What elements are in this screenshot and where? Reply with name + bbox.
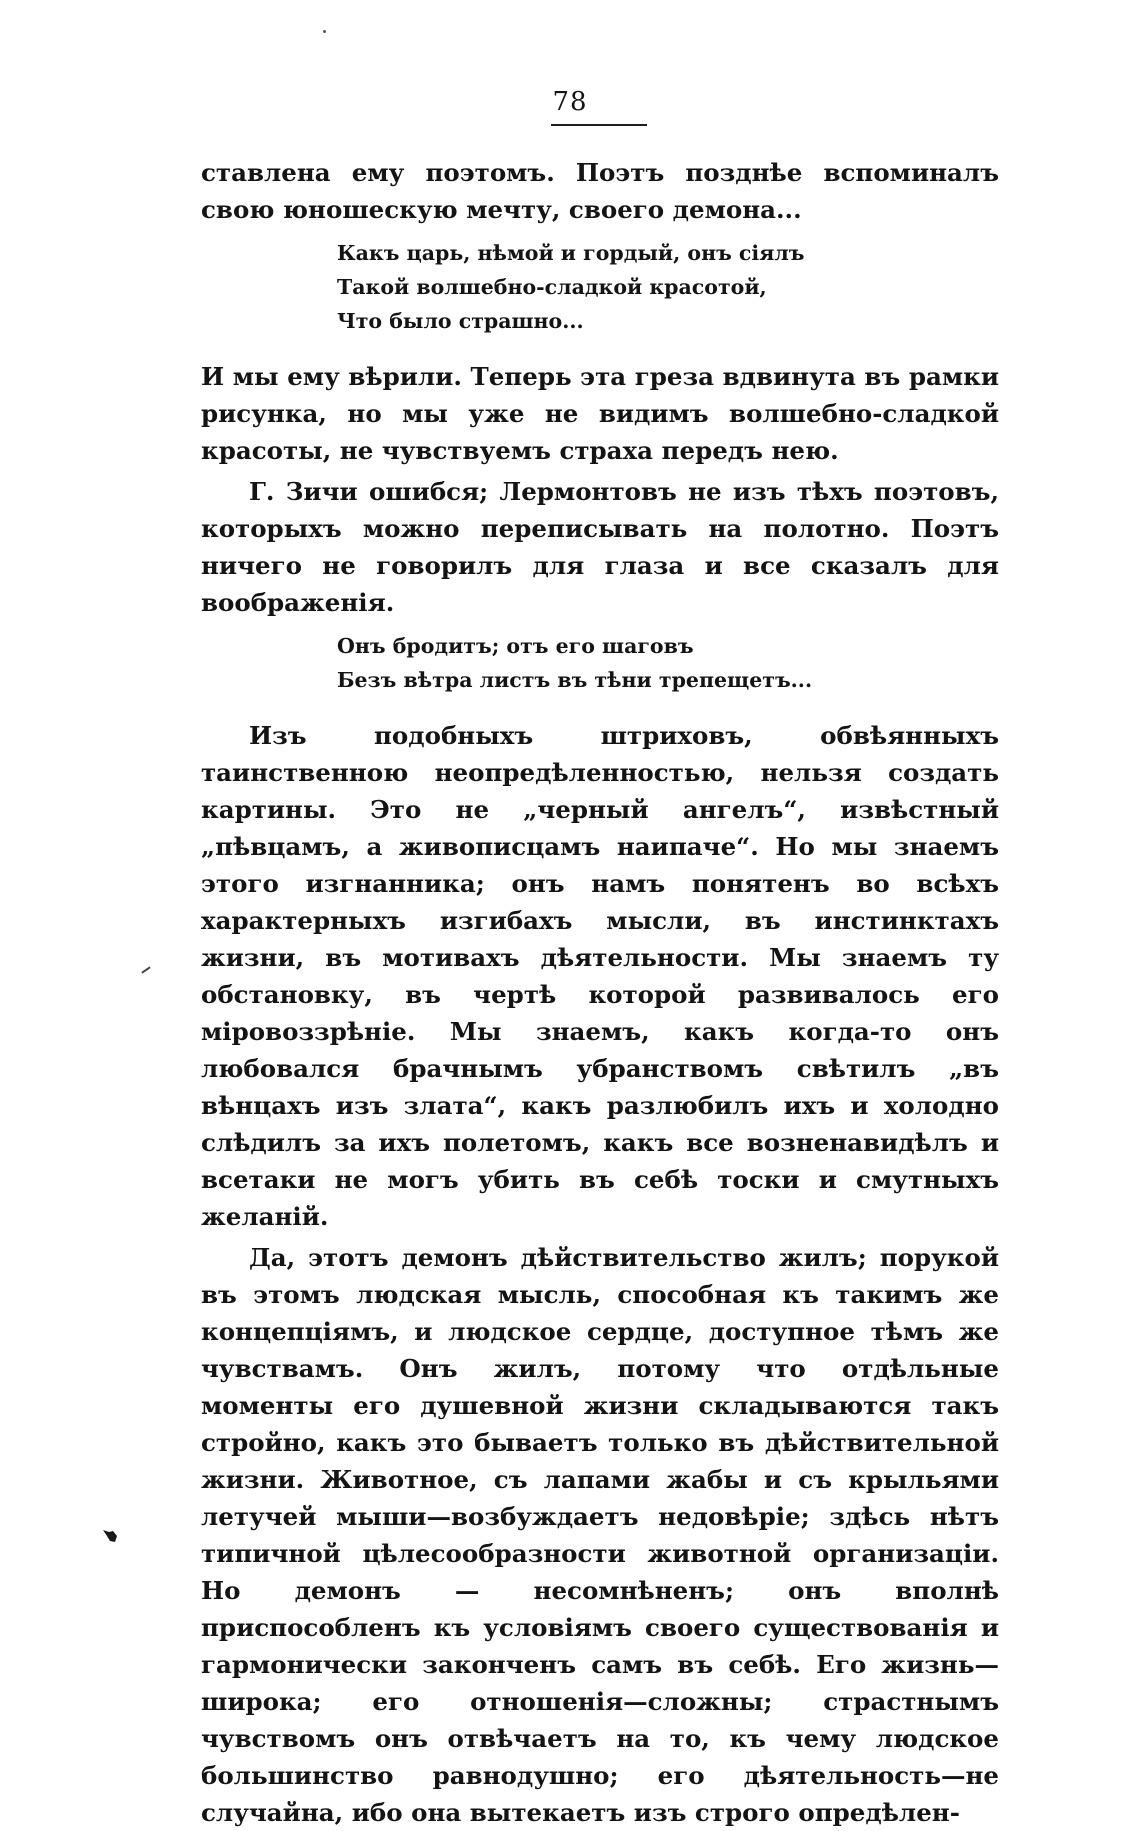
paragraph-4: Изъ подобныхъ штриховъ, обвѣянныхъ таинственною неопредѣленностью, нельзя создать картины. Это не „черный ангелъ“, извѣстный „пѣвцамъ, а живописцамъ наипаче“. Но мы знаемъ этого изгнанника; онъ намъ понятенъ во всѣхъ характерныхъ изгибахъ мысли, въ инстинктахъ жизни, въ мотивахъ дѣятельности. Мы знаемъ ту обстановку, въ чертѣ которой развивалось его міровоззрѣніе. Мы знаемъ, какъ когда-то онъ любовался брачнымъ убранствомъ свѣтилъ „въ вѣнцахъ изъ злата“, какъ разлюбилъ ихъ и холодно слѣдилъ за ихъ полетомъ, какъ все возненавидѣлъ и всетаки не могъ убить въ себѣ тоски и смутныхъ желаній. [201, 721, 999, 1231]
scan-speck [323, 30, 326, 33]
verse-line: Онъ бродитъ; отъ его шаговъ [337, 634, 694, 658]
margin-mark [141, 966, 150, 973]
paragraph-1: ставлена ему поэтомъ. Поэтъ позднѣе вспоминалъ свою юношескую мечту, своего демона... [201, 158, 999, 224]
paragraph-5: Да, этотъ демонъ дѣйствительство жилъ; порукой въ этомъ людская мысль, способная къ такимъ же концепціямъ, и людское сердце, доступное тѣмъ же чувствамъ. Онъ жилъ, потому что отдѣльные моменты его душевной жизни складываются такъ стройно, какъ это бываетъ только въ дѣйствительной жизни. Животное, съ лапами жабы и съ крыльями летучей мыши—возбуждаетъ недовѣріе; здѣсь нѣтъ типичной цѣлесообразности животной организаціи. Но демонъ — несомнѣненъ; онъ вполнѣ приспособленъ къ условіямъ своего существованія и гармонически законченъ самъ въ себѣ. Его жизнь—широка; его отношенія—сложны; страстнымъ чувствомъ онъ отвѣчаетъ на то, къ чему людское большинство равнодушно; его дѣятельность—не случайна, ибо она вытекаетъ изъ строго опредѣлен- [201, 1243, 999, 1827]
verse-line: Такой волшебно-сладкой красотой, [337, 275, 767, 299]
paragraph-2: И мы ему вѣрили. Теперь эта греза вдвинута въ рамки рисунка, но мы уже не видимъ волшебно-сладкой красоты, не чувствуемъ страха передъ нею. [201, 362, 999, 465]
page-number: 78 [552, 87, 588, 117]
scan-blot-icon [101, 1528, 121, 1544]
verse-line: Какъ царь, нѣмой и гордый, онъ сіялъ [337, 241, 805, 265]
body-text [201, 154, 999, 1831]
page-number-rule [551, 124, 647, 126]
paragraph-3: Г. Зичи ошибся; Лермонтовъ не изъ тѣхъ поэтовъ, которыхъ можно переписывать на полотно. Поэтъ ничего не говорилъ для глаза и все сказалъ для воображенія. [201, 477, 999, 617]
verse-line: Что было страшно... [337, 309, 584, 333]
verse-quote-2 [337, 629, 999, 697]
verse-line: Безъ вѣтра листъ въ тѣни трепещетъ... [337, 668, 813, 692]
verse-quote-1 [337, 236, 999, 338]
